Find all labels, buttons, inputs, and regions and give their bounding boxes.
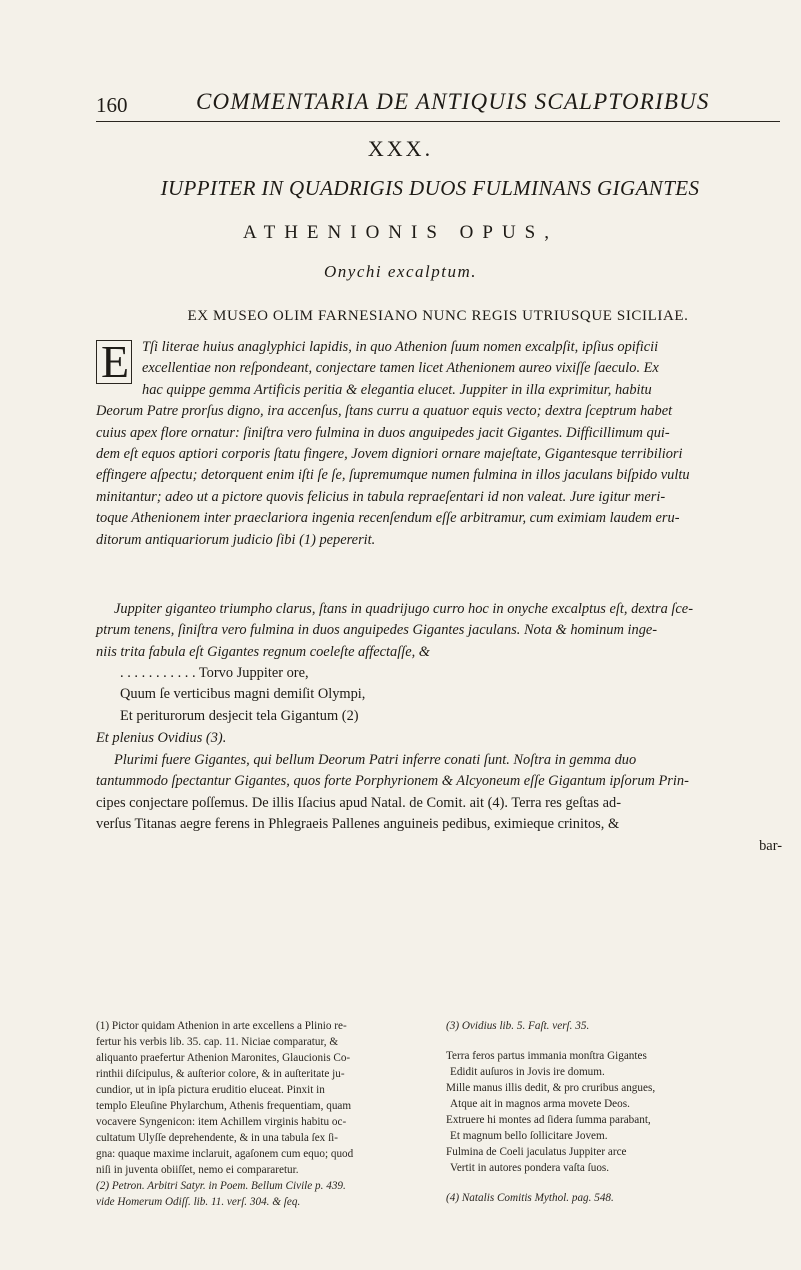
intro-line: effingere aſpectu; detorquent enim iſti ſe ſe, ſupremumque numen fulmina in illos jaculans biſpido vultu xyxy=(96,467,690,484)
intro-line: toque Athenionem inter praeclariora ingenia recenſendum eſſe arbitramur, cum eximiam laudem eru- xyxy=(96,510,680,527)
footnote-verse-line: Fulmina de Coeli jaculatus Juppiter arce xyxy=(446,1146,627,1158)
section-number: XXX. xyxy=(367,136,434,161)
footnote-verse-line: Extruere hi montes ad ſidera ſumma parabant, xyxy=(446,1114,651,1126)
drop-cap-letter: E xyxy=(101,336,130,387)
footnote-line: niſi in juventa obiiſſet, nemo ei compararetur. xyxy=(96,1164,299,1176)
footnote-line: (1) Pictor quidam Athenion in arte excellens a Plinio re- xyxy=(96,1020,347,1032)
footnotes-right xyxy=(446,1018,782,1206)
footnote-line: cultatum Ulyſſe deprehendente, & in una tabula ſex ſi- xyxy=(96,1132,339,1144)
header-rule xyxy=(96,121,780,122)
intro-line: minitantur; adeo ut a pictore quovis felicius in tabula repraeſentari id non valeat. Jure igitur meri- xyxy=(96,488,666,505)
verse-line: . . . . . . . . . . . Torvo Juppiter ore, xyxy=(120,665,309,681)
footnote-line: (2) Petron. Arbitri Satyr. in Poem. Bellum Civile p. 439. xyxy=(96,1180,346,1192)
footnote-verse-line: Terra feros partus immania monſtra Gigantes xyxy=(446,1050,647,1062)
body-line: tantummodo ſpectantur Gigantes, quos forte Porphyrionem & Alcyoneum eſſe Gigantum ipſorum Prin- xyxy=(96,773,689,790)
third-paragraph xyxy=(96,750,782,857)
artist-subtitle: ATHENIONIS OPUS, xyxy=(242,222,558,243)
footnote-verse-line: Mille manus illis dedit, & pro cruribus angues, xyxy=(446,1082,656,1094)
footnote-head: (3) Ovidius lib. 5. Faſt. verſ. 35. xyxy=(446,1020,590,1032)
verse-line: Et periturorum desjecit tela Gigantum (2) xyxy=(120,707,359,724)
footnotes-left xyxy=(96,1018,432,1210)
footnote-verse-line: Atque ait in magnos arma movete Deos. xyxy=(450,1098,630,1110)
section-title: IUPPITER IN QUADRIGIS DUOS FULMINANS GIGANTES xyxy=(160,176,700,200)
footnote-line: templo Eleuſine Phylarchum, Athenis frequentiam, quam xyxy=(96,1100,352,1112)
body-line: Juppiter giganteo triumpho clarus, ſtans in quadrijugo curro hoc in onyche excalptus eſt, dextra ſce- xyxy=(114,601,693,617)
footnote-last: (4) Natalis Comitis Mythol. pag. 548. xyxy=(446,1192,614,1204)
intro-line: Deorum Patre prorſus digno, ira accenſus, ſtans curru a quatuor equis vecto; dextra ſceptrum habet xyxy=(96,403,673,420)
footnote-line: vocavere Syngenicon: item Achillem virginis habitu oc- xyxy=(96,1116,347,1128)
footnote-verse-line: Edidit auſuros in Jovis ire domum. xyxy=(450,1066,605,1078)
footnote-line: rinthii diſcipulus, & auſterior colore, & in auſteritate ju- xyxy=(96,1068,345,1080)
intro-line: excellentiae non reſpondeant, conjectare tamen licet Athenionem aureo vixiſſe ſaeculo. Ex xyxy=(142,360,659,377)
body-line: ptrum tenens, ſiniſtra vero fulmina in duos anguipedes Gigantes jaculans. Nota & hominum inge- xyxy=(96,622,658,639)
material-line: Onychi excalptum. xyxy=(324,262,477,281)
quoted-verse xyxy=(96,663,782,727)
footnote-line: cundior, ut in ipſa pictura eruditio eluceat. Pinxit in xyxy=(96,1084,325,1096)
footnote-line: aliquanto praefertur Athenion Maronites, Glaucionis Co- xyxy=(96,1052,351,1064)
verse-line: Quum ſe verticibus magni demiſit Olympi, xyxy=(120,686,366,703)
catchword: bar- xyxy=(759,837,782,854)
body-line: niis trita fabula eſt Gigantes regnum coeleſte affectaſſe, & xyxy=(96,643,430,660)
footnote-verse xyxy=(446,1048,782,1176)
running-title: COMMENTARIA DE ANTIQUIS SCALPTORIBUS xyxy=(196,89,710,114)
intro-line: cuius apex flore ornatur: ſiniſtra vero fulmina in duos anguipedes jacit Gigantes. Difficillimum qui- xyxy=(96,424,670,441)
body-line: Plurimi fuere Gigantes, qui bellum Deorum Patri inferre conati ſunt. Noſtra in gemma duo xyxy=(114,752,637,768)
ovid-intro-line: Et plenius Ovidius (3). xyxy=(96,730,227,746)
intro-paragraph xyxy=(96,337,782,551)
page-number: 160 xyxy=(96,93,128,117)
intro-line: dem eſt equos aptiori corporis ſtatu fingere, Jovem digniori ornare majeſtate, Gigantesque terribiliori xyxy=(96,446,683,463)
body-line: cipes conjectare poſſemus. De illis Iſacius apud Natal. de Comit. ait (4). Terra res geſtas ad- xyxy=(96,794,622,811)
footnote-line: vide Homerum Odiſſ. lib. 11. verſ. 304. & ſeq. xyxy=(96,1196,301,1208)
intro-line: hac quippe gemma Artificis peritia & elegantia elucet. Juppiter in illa exprimitur, habitu xyxy=(142,381,652,398)
footnote-line: gna: quaque maxime inclaruit, agaſonem cum equo; quod xyxy=(96,1148,354,1160)
second-paragraph xyxy=(96,599,782,663)
footnote-line: fertur his verbis lib. 35. cap. 11. Niciae comparatur, & xyxy=(96,1036,339,1048)
footnote-verse-line: Et magnum bello ſollicitare Jovem. xyxy=(450,1130,608,1142)
provenance-line: EX MUSEO OLIM FARNESIANO NUNC REGIS UTRIUSQUE SICILIAE. xyxy=(187,308,689,324)
intro-line: ditorum antiquariorum judicio ſibi (1) pepererit. xyxy=(96,531,376,548)
intro-line: Tſi literae huius anaglyphici lapidis, in quo Athenion ſuum nomen excalpſit, ipſius opificii xyxy=(142,339,659,355)
footnote-verse-line: Vertit in autores pondera vaſta ſuos. xyxy=(450,1162,610,1174)
body-line: verſus Titanas aegre ferens in Phlegraeis Pallenes anguineis pedibus, eximieque crinitos, & xyxy=(96,816,620,833)
